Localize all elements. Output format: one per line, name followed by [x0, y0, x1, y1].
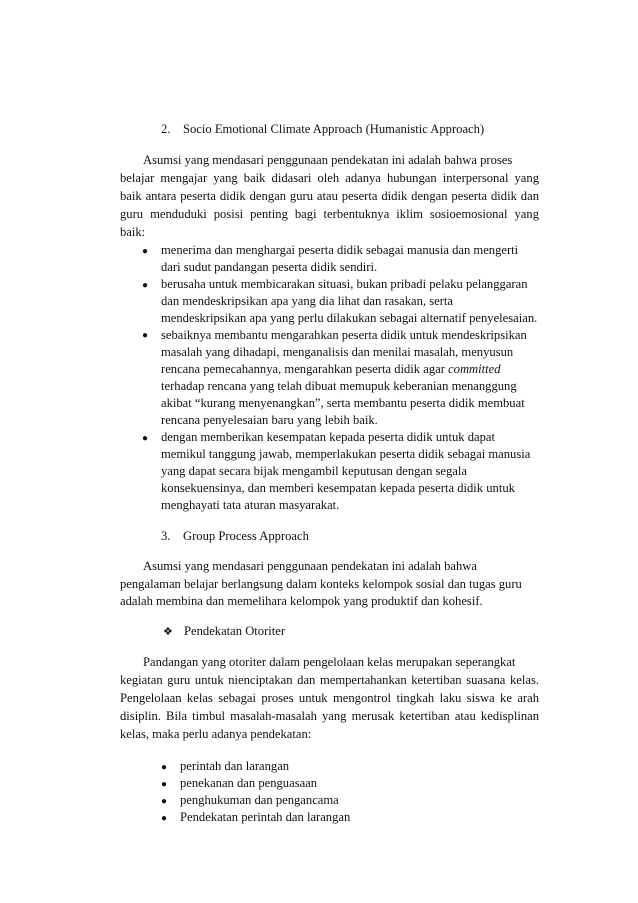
diamond-bullet-icon: ❖ [163, 626, 173, 638]
section-heading-3: 3. Group Process Approach [161, 529, 309, 543]
bullet-line-committed: rencana pemecahannya, mengarahkan peserta didik agar committed [161, 362, 501, 376]
bullet-icon: ● [161, 813, 168, 824]
bullet-icon: ● [142, 330, 149, 341]
bullet-icon: ● [142, 280, 149, 291]
bullet-icon: ● [161, 796, 168, 807]
bullet-icon: ● [161, 762, 168, 773]
document-page: 2. Socio Emotional Climate Approach (Humanistic Approach) Asumsi yang mendasari penggunaan pendekatan ini adalah bahwa proses belajar mengajar yang baik didasari oleh adanya hubungan interpersonal yang baik antara peserta didik dengan guru atau peserta didik dengan peserta didik dan guru menduduki posisi penting bagi terbentuknya iklim sosioemosional yang baik: ● menerima dan menghargai peserta didik sebagai manusia dan mengerti dari sudut pandangan peserta didik sendiri. ● berusaha untuk membicarakan situasi, bukan pribadi pelaku pelanggaran dan mendeskripsikan apa yang dia lihat dan rasakan, serta mendeskripsikan apa yang perlu dilakukan sebagai alternatif penyelesaian. ● sebaiknya membantu mengarahkan peserta didik untuk mendeskripsikan masalah yang dihadapi, menganalisis dan menilai masalah, menyusun rencana pemecahannya, mengarahkan peserta didik agar committed terhadap rencana yang telah dibuat memupuk keberanian menanggung akibat “kurang menyenangkan”, serta membantu peserta didik membuat rencana penyelesaian baru yang lebih baik. ● dengan memberikan kesempatan kepada peserta didik untuk dapat memikul tanggung jawab, memperlakukan peserta didik sebagai manusia yang dapat secara bijak mengambil keputusan dengan segala konsekuensinya, dan memberi kesempatan kepada peserta didik untuk menghayati tata aturan masyarakat. 3. Group Process Approach Asumsi yang mendasari penggunaan pendekatan ini adalah bahwa pengalaman belajar berlangsung dalam konteks kelompok sosial dan tugas guru adalah membina dan memelihara kelompok yang produktif dan kohesif. ❖ Pendekatan Otoriter Pandangan yang otoriter dalam pengelolaan kelas merupakan seperangkat kegiatan guru untuk nienciptakan dan mempertahankan ketertiban suasana kelas. Pengelolaan kelas sebagai proses untuk mengontrol tingkah laku siswa ke arah disiplin. Bila timbul masalah-masalah yang merusak ketertiban atau kedisplinan kelas, maka perlu adanya pendekatan: ● perintah dan larangan ● penekanan dan penguasaan ● penghukuman dan pengancama ● Pendekatan perintah dan larangan [0, 0, 638, 903]
bullet-icon: ● [142, 433, 149, 444]
bullet-icon: ● [142, 246, 149, 257]
bullet-icon: ● [161, 779, 168, 790]
section-heading-2: 2. Socio Emotional Climate Approach (Humanistic Approach) [161, 122, 485, 136]
